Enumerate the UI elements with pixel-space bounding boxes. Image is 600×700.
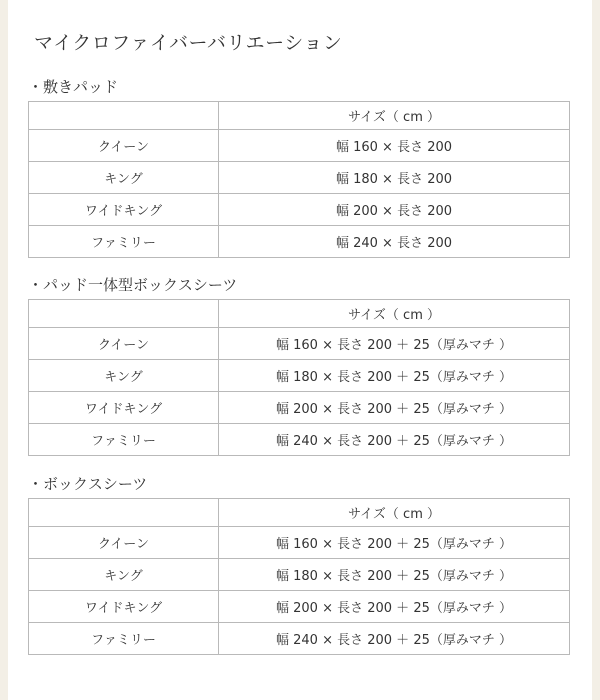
size-cell: 幅 240 × 長さ 200 xyxy=(219,226,570,258)
section-heading-pad-box-sheets: ・パッド一体型ボックスシーツ xyxy=(28,276,238,294)
size-cell: 幅 160 × 長さ 200 ＋ 25（厚みマチ ） xyxy=(219,328,570,360)
section-heading-box-sheets: ・ボックスシーツ xyxy=(28,475,148,493)
size-header-cell: サイズ（ cm ） xyxy=(219,300,570,328)
table-row xyxy=(29,623,570,655)
size-header-cell: サイズ（ cm ） xyxy=(219,499,570,527)
size-table-pad-box-sheets xyxy=(28,299,570,456)
model-name-cell: ファミリー xyxy=(29,424,219,456)
table-row xyxy=(29,226,570,258)
size-cell: 幅 240 × 長さ 200 ＋ 25（厚みマチ ） xyxy=(219,424,570,456)
table-row xyxy=(29,194,570,226)
model-name-cell: ファミリー xyxy=(29,226,219,258)
table-row xyxy=(29,392,570,424)
model-name-cell: ワイドキング xyxy=(29,194,219,226)
size-cell: 幅 180 × 長さ 200 ＋ 25（厚みマチ ） xyxy=(219,360,570,392)
size-cell: 幅 200 × 長さ 200 ＋ 25（厚みマチ ） xyxy=(219,392,570,424)
model-name-cell: キング xyxy=(29,559,219,591)
size-cell: 幅 180 × 長さ 200 ＋ 25（厚みマチ ） xyxy=(219,559,570,591)
model-name-cell: クイーン xyxy=(29,328,219,360)
model-name-cell: クイーン xyxy=(29,527,219,559)
content-panel xyxy=(8,0,592,700)
size-cell: 幅 240 × 長さ 200 ＋ 25（厚みマチ ） xyxy=(219,623,570,655)
table-row xyxy=(29,527,570,559)
table-row xyxy=(29,559,570,591)
model-name-cell: キング xyxy=(29,360,219,392)
size-cell: 幅 160 × 長さ 200 ＋ 25（厚みマチ ） xyxy=(219,527,570,559)
table-row xyxy=(29,424,570,456)
model-name-cell: ファミリー xyxy=(29,623,219,655)
size-cell: 幅 180 × 長さ 200 xyxy=(219,162,570,194)
table-row xyxy=(29,130,570,162)
table-header-row xyxy=(29,300,570,328)
page-title: マイクロファイバーバリエーション xyxy=(34,32,343,54)
size-table-shiki-pad xyxy=(28,101,570,258)
model-name-cell: ワイドキング xyxy=(29,392,219,424)
model-name-cell: クイーン xyxy=(29,130,219,162)
table-row xyxy=(29,162,570,194)
size-cell: 幅 200 × 長さ 200 xyxy=(219,194,570,226)
size-header-cell: サイズ（ cm ） xyxy=(219,102,570,130)
table-row xyxy=(29,591,570,623)
size-cell: 幅 200 × 長さ 200 ＋ 25（厚みマチ ） xyxy=(219,591,570,623)
size-cell: 幅 160 × 長さ 200 xyxy=(219,130,570,162)
header-empty-cell xyxy=(29,499,219,527)
model-name-cell: キング xyxy=(29,162,219,194)
table-header-row xyxy=(29,102,570,130)
table-row xyxy=(29,328,570,360)
table-row xyxy=(29,360,570,392)
table-header-row xyxy=(29,499,570,527)
section-heading-shiki-pad: ・敷きパッド xyxy=(28,78,119,96)
header-empty-cell xyxy=(29,102,219,130)
header-empty-cell xyxy=(29,300,219,328)
size-table-box-sheets xyxy=(28,498,570,655)
model-name-cell: ワイドキング xyxy=(29,591,219,623)
